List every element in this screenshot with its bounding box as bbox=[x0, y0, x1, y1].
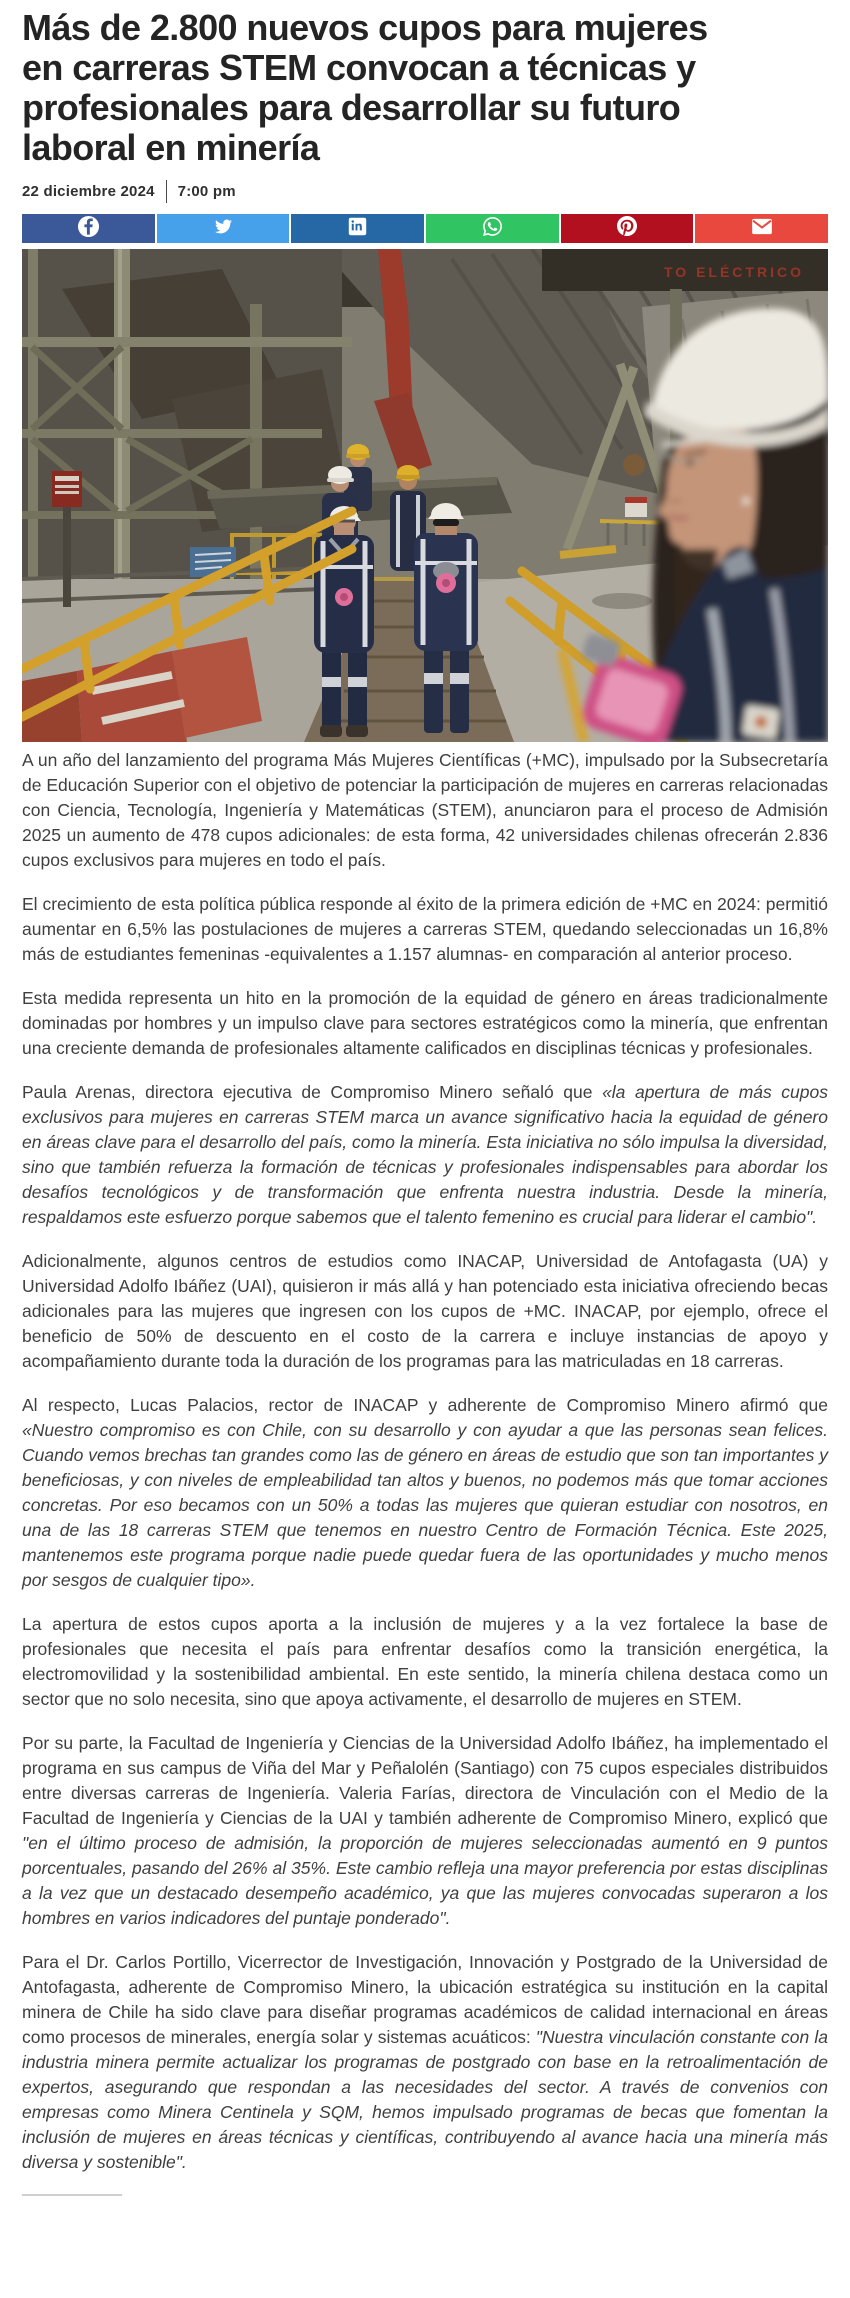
share-email-button[interactable] bbox=[695, 214, 828, 243]
share-twitter-button[interactable] bbox=[157, 214, 290, 243]
share-facebook-button[interactable] bbox=[22, 214, 155, 243]
article-time: 7:00 pm bbox=[177, 183, 236, 200]
article-meta bbox=[22, 180, 828, 203]
page-title: Más de 2.800 nuevos cupos para mujeres en carreras STEM convocan a técnicas y profesionales para desarrollar su futuro laboral en minería bbox=[22, 7, 708, 168]
meta-divider bbox=[166, 180, 167, 203]
paragraph: El crecimiento de esta política pública responde al éxito de la primera edición de +MC en 2024: permitió aumentar en 6,5% las postulaciones de mujeres a carreras STEM, quedando seleccionadas un 16,8% más de estudiantes femeninas -equivalentes a 1.157 alumnas- en comparación al anterior proceso. bbox=[22, 894, 828, 964]
share-pinterest-button[interactable] bbox=[561, 214, 694, 243]
paragraph: Paula Arenas, directora ejecutiva de Compromiso Minero señaló que «la apertura de más cupos exclusivos para mujeres en carreras STEM marca un avance significativo hacia la equidad de género en áreas clave para el desarrollo del país, como la minería. Esta iniciativa no sólo impulsa la diversidad, sino que también refuerza la formación de técnicas y profesionales indispensables para abordar los desafíos tecnológicos y de transformación que enfrenta nuestra industria. Desde la minería, respaldamos este esfuerzo porque sabemos que el talento femenino es crucial para liderar el cambio". bbox=[22, 1082, 828, 1227]
linkedin-icon bbox=[348, 217, 367, 241]
email-icon bbox=[751, 218, 773, 240]
share-bar bbox=[22, 214, 828, 243]
paragraph: Por su parte, la Facultad de Ingeniería y Ciencias de la Universidad Adolfo Ibáñez, ha implementado el programa en sus campus de Viña del Mar y Peñalolén (Santiago) con 75 cupos especiales distribuidos entre diversas carreras de Ingeniería. Valeria Farías, directora de Vinculación con el Medio de la Facultad de Ingeniería y Ciencias de la UAI y también adherente de Compromiso Minero, explicó que "en el último proceso de admisión, la proporción de mujeres seleccionadas aumentó en 9 puntos porcentuales, pasando del 26% al 35%. Este cambio refleja una mayor preferencia por estas disciplinas a la vez que un destacado desempeño académico, ya que las mujeres convocadas superaron a los hombres en varios indicadores del puntaje ponderado". bbox=[22, 1733, 828, 1928]
article-date: 22 diciembre 2024 bbox=[22, 183, 155, 200]
article-photo bbox=[22, 249, 828, 742]
paragraph: Para el Dr. Carlos Portillo, Vicerrector de Investigación, Innovación y Postgrado de la Universidad de Antofagasta, adherente de Compromiso Minero, la ubicación estratégica su institución en la capital minera de Chile ha sido clave para diseñar programas académicos de calidad internacional en áreas como procesos de minerales, energía solar y sistemas acuáticos: "Nuestra vinculación constante con la industria minera permite actualizar los programas de postgrado con base en la retroalimentación de expertos, asegurando que respondan a las necesidades del sector. A través de convenios con empresas como Minera Centinela y SQM, hemos impulsado programas de becas que fomentan la inclusión de mujeres en áreas técnicas y científicas, contribuyendo al avance hacia una minería más diversa y sostenible". bbox=[22, 1952, 828, 2172]
share-linkedin-button[interactable] bbox=[291, 214, 424, 243]
paragraph: A un año del lanzamiento del programa Más Mujeres Científicas (+MC), impulsado por la Subsecretaría de Educación Superior con el objetivo de potenciar la participación de mujeres en carreras relacionadas con Ciencia, Tecnología, Ingeniería y Matemáticas (STEM), anunciaron para el proceso de Admisión 2025 un aumento de 478 cupos adicionales: de esta forma, 42 universidades chilenas ofrecerán 2.836 cupos exclusivos para mujeres en todo el país. bbox=[22, 750, 828, 870]
article-body bbox=[22, 742, 828, 2175]
svg-text:TO ELÉCTRICO: TO ELÉCTRICO bbox=[664, 264, 804, 280]
whatsapp-icon bbox=[483, 217, 502, 241]
twitter-icon bbox=[213, 218, 234, 240]
paragraph: La apertura de estos cupos aporta a la inclusión de mujeres y a la vez fortalece la base de profesionales que necesita el país para enfrentar desafíos como la transición energética, la electromovilidad y la sostenibilidad ambiental. En este sentido, la minería chilena destaca como un sector que no solo necesita, sino que apoya activamente, el desarrollo de mujeres en STEM. bbox=[22, 1614, 828, 1709]
paragraph: Adicionalmente, algunos centros de estudios como INACAP, Universidad de Antofagasta (UA) y Universidad Adolfo Ibáñez (UAI), quisieron ir más allá y han potenciado esta iniciativa ofreciendo becas adicionales para las mujeres que ingresen con los cupos de +MC. INACAP, por ejemplo, ofrece el beneficio de 50% de descuento en el costo de la carrera e incluye instancias de apoyo y acompañamiento durante toda la duración de los programas para las matriculadas en 18 carreras. bbox=[22, 1251, 828, 1371]
end-divider bbox=[22, 2194, 122, 2196]
facebook-icon bbox=[77, 215, 100, 243]
paragraph: Al respecto, Lucas Palacios, rector de INACAP y adherente de Compromiso Minero afirmó que «Nuestro compromiso es con Chile, con su desarrollo y con ayudar a que las personas sean felices. Cuando vemos brechas tan grandes como las de género en áreas de estudio que son tan importantes y beneficiosas, y con niveles de empleabilidad tan altos y buenos, no podemos más que tomar acciones concretas. Por eso becamos con un 50% a todas las mujeres que quieran estudiar con nosotros, en una de las 18 carreras STEM que tenemos en nuestro Centro de Formación Técnica. Este 2025, mantenemos este programa porque nadie puede quedar fuera de las oportunidades y mucho menos por sesgos de cualquier tipo». bbox=[22, 1395, 828, 1590]
pinterest-icon bbox=[617, 216, 637, 241]
paragraph: Esta medida representa un hito en la promoción de la equidad de género en áreas tradicionalmente dominadas por hombres y un impulso clave para sectores estratégicos como la minería, que enfrentan una creciente demanda de profesionales altamente calificados en disciplinas técnicas y profesionales. bbox=[22, 988, 828, 1058]
share-whatsapp-button[interactable] bbox=[426, 214, 559, 243]
